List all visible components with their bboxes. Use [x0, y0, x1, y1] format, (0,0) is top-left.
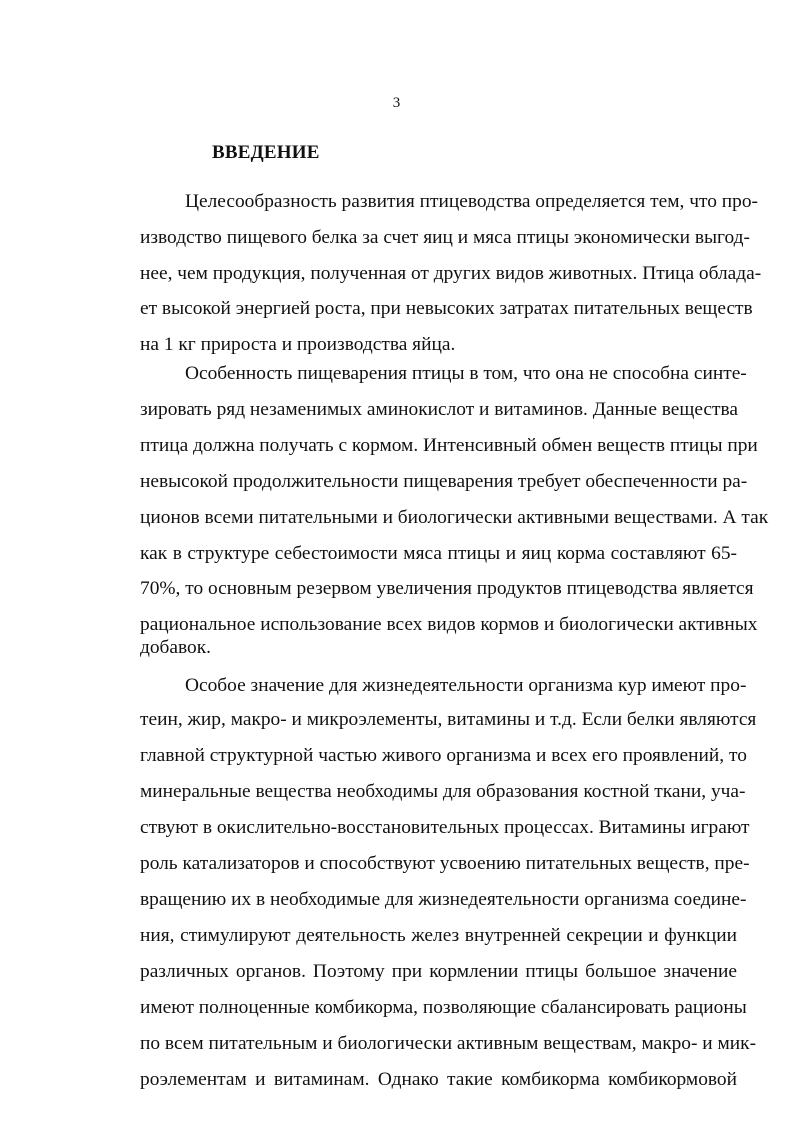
page-number: 3: [392, 95, 401, 111]
paragraph-2-line: Особенность пищеварения птицы в том, что она не способна синте-: [185, 363, 747, 384]
paragraph-3-line: различных органов. Поэтому при кормлении птицы большое значение: [140, 961, 737, 982]
paragraph-2-line: невысокой продолжительности пищеварения требует обеспеченности ра-: [140, 471, 748, 492]
paragraph-1-line: на 1 кг прироста и производства яйца.: [140, 334, 456, 355]
section-heading: ВВЕДЕНИЕ: [212, 142, 320, 163]
paragraph-3-line: Особое значение для жизнедеятельности организма кур имеют про-: [185, 675, 747, 696]
paragraph-3-line: роль катализаторов и способствуют усвоению питательных веществ, пре-: [140, 853, 750, 874]
paragraph-3-line: главной структурной частью живого организма и всех его проявлений, то: [140, 745, 747, 766]
paragraph-2-line: рациональное использование всех видов кормов и биологически активных: [140, 614, 758, 635]
paragraph-2-line: как в структуре себестоимости мяса птицы и яиц корма составляют 65-: [140, 543, 737, 564]
paragraph-3-line: теин, жир, макро- и микроэлементы, витамины и т.д. Если белки являются: [140, 709, 757, 730]
paragraph-2-line: ционов всеми питательными и биологически активными веществами. А так: [140, 507, 769, 528]
paragraph-3-line: по всем питательным и биологически активным веществам, макро- и мик-: [140, 1033, 757, 1054]
paragraph-1-line: ет высокой энергией роста, при невысоких затратах питательных веществ: [140, 298, 753, 319]
paragraph-2-line: 70%, то основным резервом увеличения продуктов птицеводства является: [140, 578, 754, 599]
paragraph-2-line: птица должна получать с кормом. Интенсивный обмен веществ птицы при: [140, 435, 758, 456]
paragraph-3-line: имеют полноценные комбикорма, позволяющие сбалансировать рационы: [140, 997, 747, 1018]
paragraph-2-line: зировать ряд незаменимых аминокислот и витаминов. Данные вещества: [140, 399, 739, 420]
paragraph-3-line: ствуют в окислительно-восстановительных процессах. Витамины играют: [140, 817, 750, 838]
paragraph-1-line: Целесообразность развития птицеводства определяется тем, что про-: [185, 191, 758, 212]
paragraph-3-line: ния, стимулируют деятельность желез внутренней секреции и функции: [140, 925, 737, 946]
paragraph-1-line: нее, чем продукция, полученная от других видов животных. Птица облада-: [140, 263, 762, 284]
paragraph-3-line: вращению их в необходимые для жизнедеятельности организма соедине-: [140, 889, 747, 910]
paragraph-1-line: изводство пищевого белка за счет яиц и мяса птицы экономически выгод-: [140, 227, 750, 248]
paragraph-2-line: добавок.: [140, 637, 212, 658]
paragraph-3-line: роэлементам и витаминам. Однако такие комбикорма комбикормовой: [140, 1069, 737, 1090]
paragraph-3-line: минеральные вещества необходимы для образования костной ткани, уча-: [140, 781, 746, 802]
